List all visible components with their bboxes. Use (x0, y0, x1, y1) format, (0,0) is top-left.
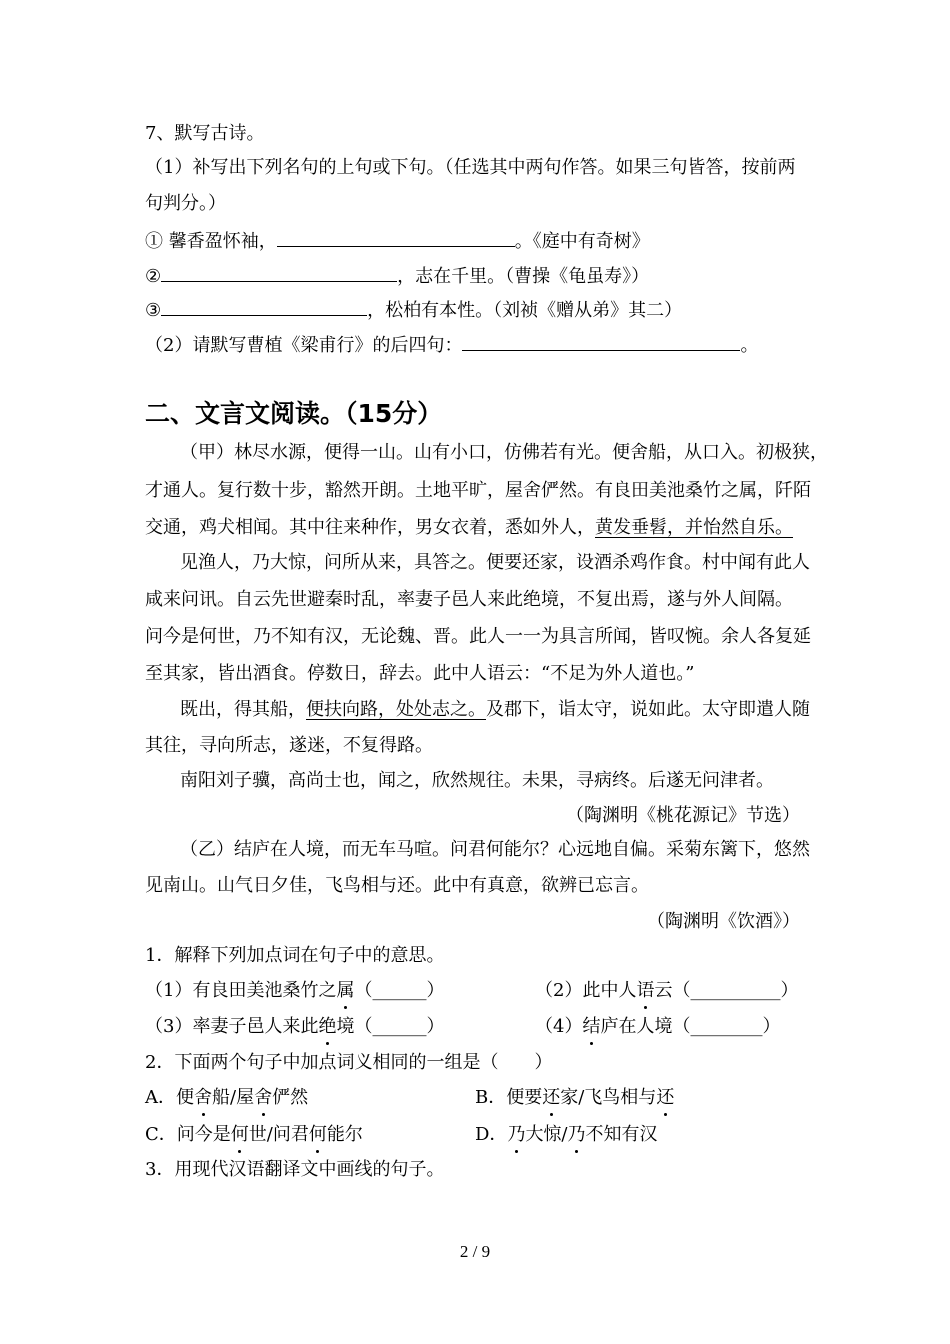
q2-a-text2: 船/屋 (212, 1087, 255, 1108)
yi-line1: （乙）结庐在人境，而无车马喧。问君何能尔？心远地自偏。采菊东篱下，悠然 (180, 839, 810, 860)
q1-item2-answer[interactable]: 云（__________） (654, 980, 799, 1001)
q7-item1-blank[interactable] (277, 228, 515, 247)
q7-item1 (145, 228, 650, 254)
jia-line2: 才通人。复行数十步，豁然开朗。土地平旷，屋舍俨然。有良田美池桑竹之属，阡陌 (145, 480, 811, 501)
q2-b-dot2: 还 (656, 1087, 675, 1108)
q2-d-text3: 不知有汉 (585, 1124, 658, 1145)
q7-item3 (145, 297, 682, 323)
q2-a-text1: A．便 (145, 1087, 194, 1108)
jia-line8-pre: 既出，得其船， (180, 699, 306, 720)
q1-item2-dotted-word: 语 (636, 980, 655, 1001)
q7-part1-line2: 句判分。） (145, 193, 226, 214)
jia-underlined-sentence-2: 便扶向路，处处志之。 (306, 699, 486, 720)
q1-item3-answer[interactable]: 境（______） (336, 1016, 445, 1037)
q2-d-dot2: 乃 (567, 1124, 586, 1145)
q7-item3-pre: ③ (145, 300, 162, 321)
q7-part2-blank[interactable] (462, 332, 740, 351)
q2-row2 (145, 1123, 805, 1147)
q1-item3-pre: （3）率妻子邑人来此 (145, 1016, 319, 1037)
q2-option-b[interactable] (475, 1086, 674, 1110)
q2-c-dot1: 何 (230, 1124, 249, 1145)
jia-line5: 咸来问讯。自云先世避秦时乱，率妻子邑人来此绝境，不复出焉，遂与外人间隔。 (145, 589, 793, 610)
section2-title: 二、文言文阅读。（15分） (145, 399, 443, 428)
q7-item3-post: ，松柏有本性。（刘祯《赠从弟》其二） (367, 300, 683, 321)
q2-row1 (145, 1086, 805, 1110)
q2-b-dot1: 还 (542, 1087, 561, 1108)
q1-item4-dotted-word: 结 (582, 1016, 601, 1037)
page-number: 2 / 9 (459, 1242, 491, 1261)
q2-a-text3: 俨然 (272, 1087, 309, 1108)
q2-stem: 2．下面两个句子中加点词义相同的一组是（ ） (145, 1052, 553, 1073)
q1-item2 (535, 979, 798, 1003)
q7-item2-post: ，志在千里。（曹操《龟虽寿》） (397, 266, 650, 287)
q7-part2-pre: （2）请默写曹植《梁甫行》的后四句： (145, 335, 463, 356)
q1-item4-answer[interactable]: 庐在人境（________） (600, 1016, 781, 1037)
jia-line8 (180, 698, 810, 722)
q1-item1-answer[interactable]: （______） (354, 980, 445, 1001)
q1-row1 (145, 979, 805, 1003)
jia-line8-post: 及郡下，诣太守，说如此。太守即遣人随 (486, 699, 810, 720)
q2-c-text3: 能尔 (326, 1124, 363, 1145)
jia-source: （陶渊明《桃花源记》节选） (566, 805, 800, 826)
q1-item3-dotted-word: 绝 (318, 1016, 337, 1037)
q7-part2-post: 。 (740, 335, 759, 356)
jia-line4: 见渔人，乃大惊，问所从来，具答之。便要还家，设酒杀鸡作食。村中闻有此人 (180, 552, 810, 573)
yi-line2: 见南山。山气日夕佳，飞鸟相与还。此中有真意，欲辨已忘言。 (145, 875, 649, 896)
q7-item2-pre: ② (145, 266, 162, 287)
jia-line3-pre: 交通，鸡犬相闻。其中往来种作，男女衣着，悉如外人， (145, 517, 595, 538)
q1-item2-pre: （2）此中人 (535, 980, 637, 1001)
jia-line10: 南阳刘子骥，高尚士也，闻之，欣然规往。未果，寻病终。后遂无问津者。 (180, 770, 774, 791)
jia-line1: （甲）林尽水源，便得一山。山有小口，仿佛若有光。便舍船，从口入。初极狭， (180, 442, 828, 463)
q2-d-text2: 大惊/ (525, 1124, 568, 1145)
jia-underlined-sentence-1: 黄发垂髫，并怡然自乐。 (595, 517, 793, 538)
q1-item4 (535, 1015, 780, 1039)
jia-line7: 至其家，皆出酒食。停数日，辞去。此中人语云：“不足为外人道也。” (145, 663, 695, 684)
q3-stem: 3．用现代汉语翻译文中画线的句子。 (145, 1159, 445, 1180)
q7-item2 (145, 263, 649, 289)
q2-option-d[interactable] (475, 1123, 658, 1147)
q7-title: 7、默写古诗。 (145, 123, 265, 144)
q1-item1-pre: （1）有良田美池桑竹之 (145, 980, 337, 1001)
q2-d-dot1: 乃 (507, 1124, 526, 1145)
q7-item1-post: 。《庭中有奇树》 (514, 231, 650, 252)
q7-item3-blank[interactable] (161, 297, 367, 316)
jia-line6: 问今是何世，乃不知有汉，无论魏、晋。此人一一为具言所闻，皆叹惋。余人各复延 (145, 626, 811, 647)
q2-a-dot1: 舍 (194, 1087, 212, 1108)
yi-source: （陶渊明《饮酒》） (647, 911, 800, 932)
q1-stem: 1．解释下列加点词在句子中的意思。 (145, 945, 445, 966)
jia-line3 (145, 516, 793, 540)
q2-c-text2: 世/问君 (248, 1124, 309, 1145)
q2-c-dot2: 何 (308, 1124, 327, 1145)
q2-a-dot2: 舍 (254, 1087, 273, 1108)
q7-part1-line1: （1）补写出下列名句的上句或下句。（任选其中两句作答。如果三句皆答，按前两 (145, 157, 796, 178)
q7-item2-blank[interactable] (161, 263, 397, 282)
q2-option-a[interactable] (145, 1087, 308, 1108)
q1-item3 (145, 1016, 444, 1037)
q1-item4-pre: （4） (535, 1016, 583, 1037)
q2-d-text1: D． (475, 1124, 508, 1145)
q7-part2 (145, 332, 758, 358)
q1-item1-dotted-word: 属 (336, 980, 355, 1001)
q2-option-c[interactable] (145, 1124, 363, 1145)
jia-line9: 其往，寻向所志，遂迷，不复得路。 (145, 735, 433, 756)
q1-item1 (145, 980, 444, 1001)
q7-item1-pre: ① 馨香盈怀袖， (145, 231, 277, 252)
q2-c-text1: C．问今是 (145, 1124, 231, 1145)
q2-b-text2: 家/飞鸟相与 (560, 1087, 657, 1108)
q2-b-text1: B．便要 (475, 1087, 543, 1108)
q1-row2 (145, 1015, 805, 1039)
